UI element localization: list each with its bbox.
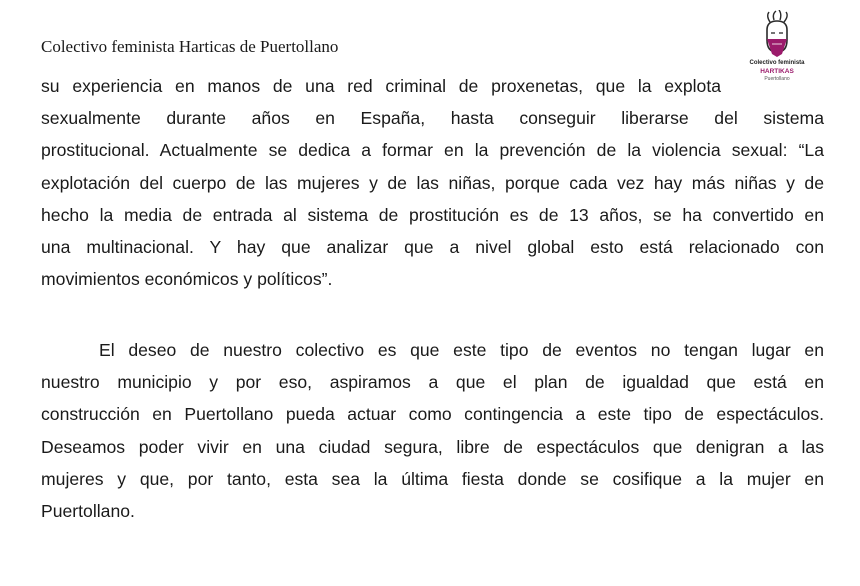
paragraph-line: Puertollano. (41, 500, 135, 521)
paragraph-line: prostitucional. Actualmente se dedica a formar en la prevención de la violencia sexual: “La (41, 140, 824, 161)
logo-location: Puertollano (764, 76, 790, 82)
paragraph-line: construcción en Puertollano pueda actuar como contingencia a este tipo de espectáculos. (41, 404, 824, 425)
document-header-title: Colectivo feminista Harticas de Puertollano (41, 37, 339, 56)
paragraph-line: hecho la media de entrada al sistema de prostitución es de 13 años, se ha convertido en (41, 204, 824, 225)
logo-name: HARTIKAS (760, 68, 794, 75)
feminist-face-logo-icon (758, 10, 796, 58)
paragraph-line: Deseamos poder vivir en una ciudad segura, libre de espectáculos que denigran a las (41, 436, 824, 457)
paragraph-line: su experiencia en manos de una red criminal de proxenetas, que la explota (41, 76, 721, 96)
paragraph-line: El deseo de nuestro colectivo es que este tipo de eventos no tengan lugar en (99, 340, 824, 360)
paragraph-line: sexualmente durante años en España, hasta conseguir liberarse del sistema (41, 108, 824, 129)
paragraph-line: movimientos económicos y políticos”. (41, 269, 333, 290)
paragraph-line: explotación del cuerpo de las mujeres y de las niñas, porque cada vez hay más niñas y de (41, 172, 824, 193)
logo-caption: Colectivo feminista (749, 60, 805, 66)
paragraph-line: mujeres y que, por tanto, esta sea la última fiesta donde se cosifique a la mujer en (41, 468, 824, 489)
body-paragraph-2 (41, 334, 824, 527)
paragraph-line: una multinacional. Y hay que analizar que a nivel global esto está relacionado con (41, 236, 824, 257)
body-paragraph-1 (41, 70, 824, 295)
paragraph-line: nuestro municipio y por eso, aspiramos a que el plan de igualdad que está en (41, 372, 824, 393)
